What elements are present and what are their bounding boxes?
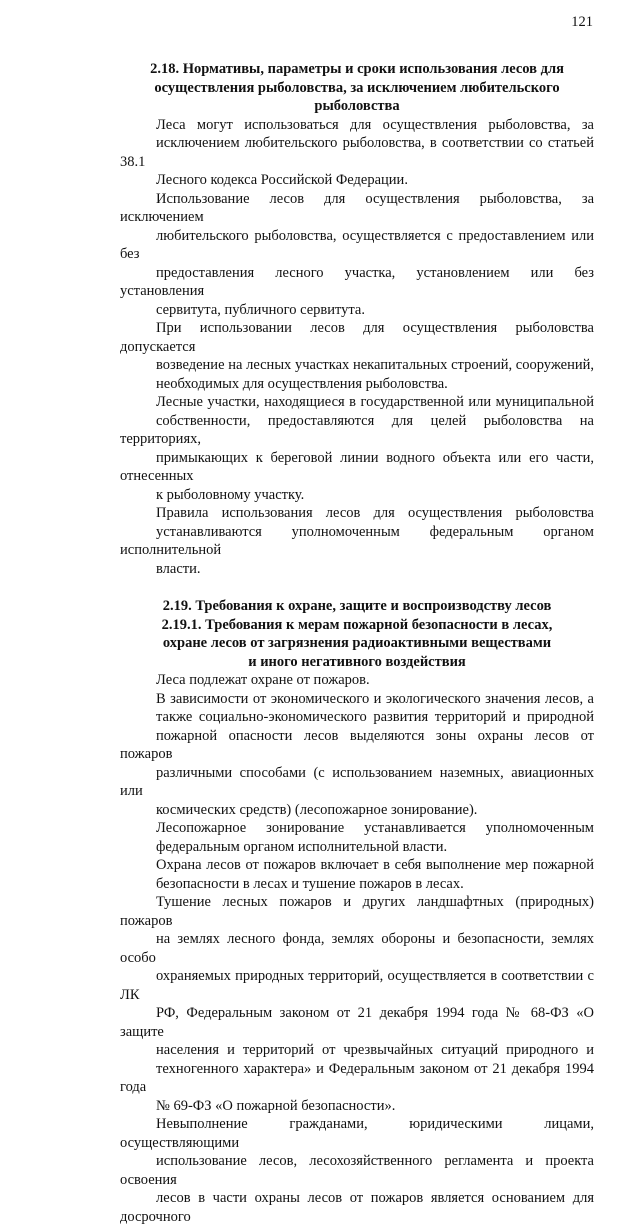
text-line: № 69-ФЗ «О пожарной безопасности». bbox=[156, 1097, 396, 1114]
text-line: При использовании лесов для осуществления рыболовства допускается bbox=[120, 320, 594, 355]
text-line: Тушение лесных пожаров и других ландшафтных (природных) пожаров bbox=[120, 894, 594, 929]
paragraph bbox=[120, 393, 594, 504]
paragraph bbox=[120, 671, 594, 690]
paragraph bbox=[120, 690, 594, 820]
text-line: устанавливаются уполномоченным федеральным органом исполнительной bbox=[120, 523, 594, 558]
text-line: Леса могут использоваться для осуществления рыболовства, за bbox=[156, 116, 594, 133]
paragraph bbox=[120, 856, 594, 893]
text-line: В зависимости от экономического и экологического значения лесов, а bbox=[156, 690, 594, 707]
page-content bbox=[120, 60, 594, 1226]
page-number: 121 bbox=[571, 14, 593, 30]
heading-line: осуществления рыболовства, за исключением любительского bbox=[154, 79, 560, 96]
text-line: исключением любительского рыболовства, в соответствии со статьей 38.1 bbox=[120, 135, 594, 170]
heading-line: рыболовства bbox=[314, 98, 400, 114]
text-line: Лесопожарное зонирование устанавливается уполномоченным bbox=[156, 820, 594, 836]
text-line: собственности, предоставляются для целей рыболовства на территориях, bbox=[120, 412, 594, 447]
text-line: на землях лесного фонда, землях обороны и безопасности, землях особо bbox=[120, 931, 594, 966]
text-line: РФ, Федеральным законом от 21 декабря 1994 года № 68-ФЗ «О защите bbox=[120, 1005, 594, 1040]
text-line: техногенного характера» и Федеральным законом от 21 декабря 1994 года bbox=[120, 1060, 594, 1095]
text-line: также социально-экономического развития территорий и природной bbox=[156, 709, 594, 725]
text-line: различными способами (с использованием наземных, авиационных или bbox=[120, 764, 594, 799]
text-line: федеральным органом исполнительной власти. bbox=[156, 838, 448, 855]
heading-line: охране лесов от загрязнения радиоактивными веществами bbox=[162, 635, 552, 651]
text-line: Лесного кодекса Российской Федерации. bbox=[156, 172, 408, 188]
paragraph bbox=[120, 1115, 594, 1226]
heading-line: и иного негативного воздействия bbox=[248, 653, 466, 670]
text-line: Использование лесов для осуществления рыболовства, за исключением bbox=[120, 190, 594, 225]
text-line: предоставления лесного участка, установлением или без установления bbox=[120, 264, 594, 299]
text-line: Невыполнение гражданами, юридическими лицами, осуществляющими bbox=[120, 1116, 594, 1151]
text-line: Правила использования лесов для осуществления рыболовства bbox=[156, 505, 594, 521]
text-line: безопасности в лесах и тушение пожаров в лесах. bbox=[156, 875, 464, 892]
text-line: любительского рыболовства, осуществляется с предоставлением или без bbox=[120, 227, 594, 262]
section-spacer bbox=[120, 578, 594, 597]
paragraph bbox=[120, 893, 594, 1115]
text-line: Лесные участки, находящиеся в государственной или муниципальной bbox=[156, 394, 594, 410]
text-line: власти. bbox=[156, 560, 201, 577]
section-heading-2-19 bbox=[120, 597, 594, 671]
text-line: сервитута, публичного сервитута. bbox=[156, 301, 365, 318]
text-line: населения и территорий от чрезвычайных ситуаций природного и bbox=[156, 1042, 594, 1058]
text-line: лесов в части охраны лесов от пожаров является основанием для досрочного bbox=[120, 1190, 594, 1225]
heading-line: 2.18. Нормативы, параметры и сроки использования лесов для bbox=[150, 61, 564, 77]
heading-line: 2.19.1. Требования к мерам пожарной безопасности в лесах, bbox=[161, 616, 553, 633]
text-line: Охрана лесов от пожаров включает в себя выполнение мер пожарной bbox=[156, 857, 594, 873]
text-line: Леса подлежат охране от пожаров. bbox=[156, 672, 370, 688]
section-heading-2-18 bbox=[120, 60, 594, 116]
text-line: охраняемых природных территорий, осуществляется в соответствии с ЛК bbox=[120, 968, 594, 1003]
text-line: возведение на лесных участках некапитальных строений, сооружений, bbox=[156, 357, 594, 373]
text-line: к рыболовному участку. bbox=[156, 486, 305, 503]
text-line: пожарной опасности лесов выделяются зоны охраны лесов от пожаров bbox=[120, 727, 594, 762]
heading-line: 2.19. Требования к охране, защите и воспроизводству лесов bbox=[162, 598, 552, 614]
paragraph bbox=[120, 116, 594, 190]
text-line: космических средств) (лесопожарное зонирование). bbox=[156, 801, 478, 818]
text-line: использование лесов, лесохозяйственного регламента и проекта освоения bbox=[120, 1153, 594, 1188]
paragraph bbox=[120, 190, 594, 320]
paragraph bbox=[120, 819, 594, 856]
paragraph bbox=[120, 504, 594, 578]
text-line: необходимых для осуществления рыболовства. bbox=[156, 375, 448, 392]
text-line: примыкающих к береговой линии водного объекта или его части, отнесенных bbox=[120, 449, 594, 484]
paragraph bbox=[120, 319, 594, 393]
